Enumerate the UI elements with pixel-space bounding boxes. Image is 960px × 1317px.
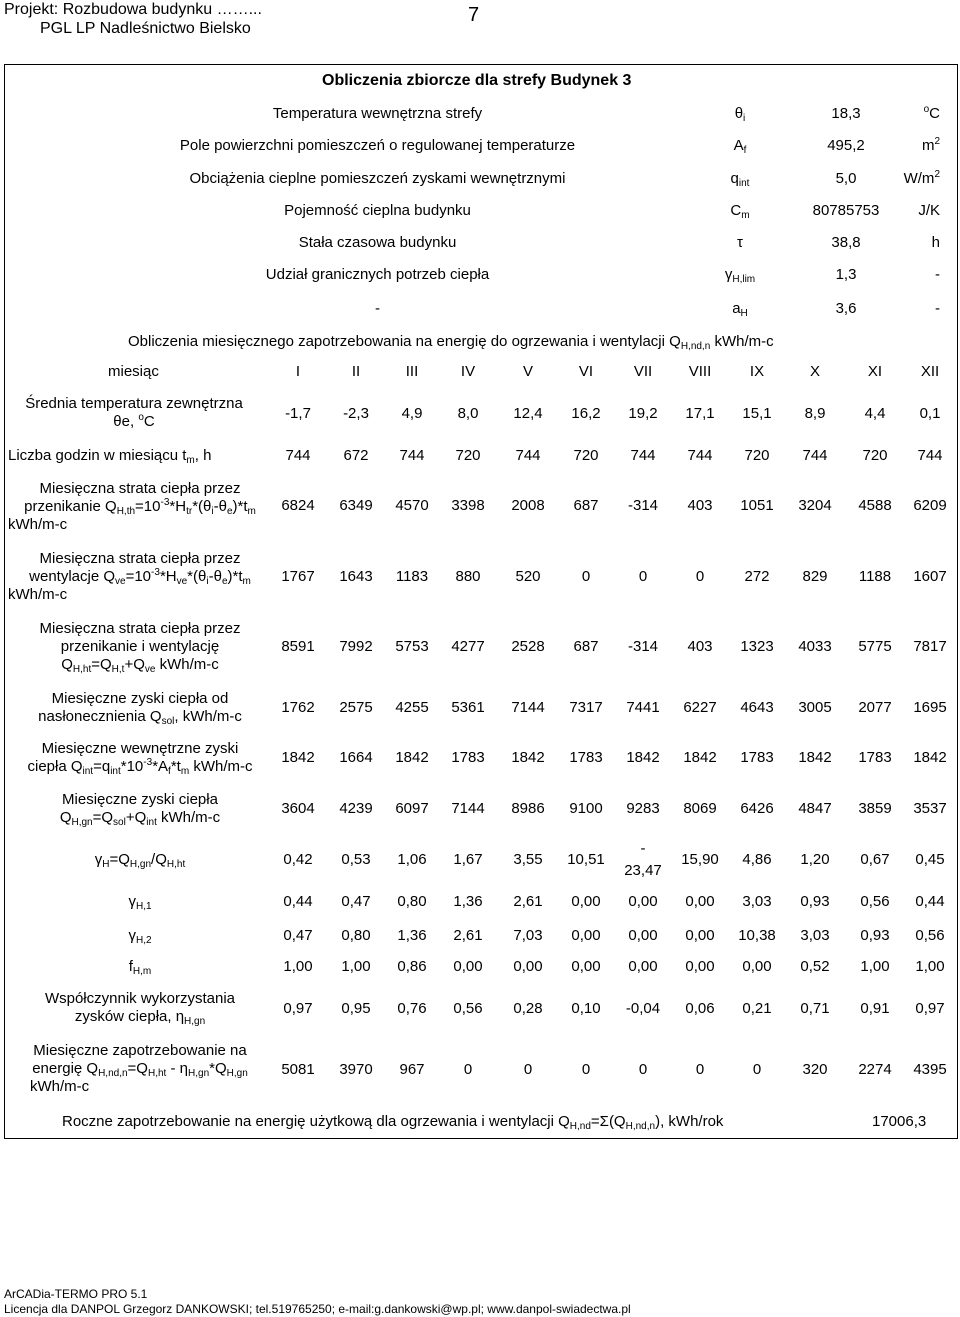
value-cell: 4588 <box>858 497 892 514</box>
symbol-sub: i <box>743 113 746 124</box>
value-cell: 687 <box>573 497 599 514</box>
value-cell: 0 <box>523 1061 533 1078</box>
value-cell: 0,00 <box>628 927 658 944</box>
value-cell: 744 <box>802 447 828 464</box>
annual-label: Roczne zapotrzebowanie na energię użytkową dla ogrzewania i wentylacji $Q_{H,nd}=\Sigma(Q_{H,nd,n})$, kWh/rok <box>62 1113 724 1132</box>
value-cell: 7144 <box>451 800 485 817</box>
value-cell: 8,9 <box>804 405 826 422</box>
value-cell: 7992 <box>339 638 373 655</box>
value-cell: 0,86 <box>397 958 427 975</box>
month-header-cell: V <box>522 363 533 380</box>
symbol-main: γ <box>724 266 733 283</box>
value-cell: 744 <box>515 447 541 464</box>
unit-sup: o <box>923 104 930 115</box>
investor-name: PGL LP Nadleśnictwo Bielsko <box>40 20 251 37</box>
value-cell: 0,00 <box>571 927 601 944</box>
value-cell: 0 <box>463 1061 473 1078</box>
value-cell: 0,52 <box>800 958 830 975</box>
value-cell: 5775 <box>858 638 892 655</box>
value-cell: 0 <box>638 1061 648 1078</box>
symbol-sub: int <box>738 178 750 189</box>
summary-symbol <box>700 234 780 252</box>
summary-unit <box>880 170 940 188</box>
value-cell: 1,36 <box>453 893 483 910</box>
value-cell: 0,42 <box>283 851 313 868</box>
symbol-main: τ <box>737 234 743 251</box>
value-cell: 4239 <box>339 800 373 817</box>
value-cell: 0,71 <box>800 1000 830 1017</box>
value-cell: 6209 <box>913 497 947 514</box>
value-cell: 15,1 <box>742 405 772 422</box>
value-cell: 0,67 <box>860 851 890 868</box>
unit-main: - <box>935 266 940 283</box>
value-cell: 0,56 <box>915 927 945 944</box>
value-cell: 0 <box>638 568 648 585</box>
unit-sup: 2 <box>934 136 940 147</box>
page-header <box>4 0 262 38</box>
value-cell: 17,1 <box>685 405 715 422</box>
label-gamma-h1: $\gamma_{H,1}$ <box>128 893 152 912</box>
summary-unit <box>880 202 940 220</box>
unit-main: m <box>921 137 935 154</box>
value-cell: 0,56 <box>453 1000 483 1017</box>
value-cell: 1842 <box>683 749 717 766</box>
value-cell: 320 <box>802 1061 828 1078</box>
value-cell: 0,28 <box>513 1000 543 1017</box>
value-cell: 687 <box>573 638 599 655</box>
label-gain-loss-ratio: $\gamma_H=Q_{H,gn}/Q_{H,ht}$ <box>94 851 186 870</box>
month-header-cell: III <box>405 363 419 380</box>
label-hours: Liczba godzin w miesiącu $t_m$, h <box>8 447 212 466</box>
value-cell: 4255 <box>395 699 429 716</box>
label-gamma-h2: $\gamma_{H,2}$ <box>128 927 152 946</box>
value-cell: -314 <box>627 638 659 655</box>
value-cell: 1842 <box>395 749 429 766</box>
month-header-cell: II <box>351 363 361 380</box>
value-cell: 6097 <box>395 800 429 817</box>
value-cell: 15,90 <box>681 851 719 868</box>
page-number: 7 <box>468 4 480 26</box>
summary-value: 3,6 <box>835 300 857 317</box>
value-cell: 4277 <box>451 638 485 655</box>
value-cell: 1,00 <box>283 958 313 975</box>
summary-label: Obciążenia cieplne pomieszczeń zyskami wewnętrznymi <box>189 170 566 187</box>
symbol-main: q <box>730 170 739 187</box>
value-cell: 3005 <box>798 699 832 716</box>
value-cell: -1,7 <box>285 405 311 422</box>
label-f-hm: $f_{H,m}$ <box>128 958 152 977</box>
value-cell: 2,61 <box>513 893 543 910</box>
value-cell: 520 <box>515 568 541 585</box>
symbol-main: C <box>730 202 742 219</box>
value-cell: 6349 <box>339 497 373 514</box>
label-solar-gains: Miesięczne zyski ciepła od nasłonecznienia $Q_{sol}$, kWh/m-c <box>38 690 242 727</box>
summary-title: Obliczenia zbiorcze dla strefy Budynek 3 <box>322 72 632 89</box>
value-cell: 8986 <box>511 800 545 817</box>
value-cell: 3,03 <box>800 927 830 944</box>
value-cell: 0,47 <box>283 927 313 944</box>
unit-main: J/K <box>918 202 940 219</box>
value-cell: 3970 <box>339 1061 373 1078</box>
summary-unit <box>880 234 940 252</box>
value-cell: 967 <box>399 1061 425 1078</box>
value-cell: 1783 <box>740 749 774 766</box>
value-cell: 7,03 <box>513 927 543 944</box>
value-cell: 2008 <box>511 497 545 514</box>
value-cell: 720 <box>455 447 481 464</box>
value-cell: 720 <box>573 447 599 464</box>
value-cell: 0 <box>695 1061 705 1078</box>
summary-unit <box>880 137 940 155</box>
value-cell: 1188 <box>858 568 892 585</box>
value-cell: 1607 <box>913 568 947 585</box>
summary-value: 80785753 <box>812 202 880 219</box>
summary-label: Stała czasowa budynku <box>298 234 457 251</box>
label-total-gains: Miesięczne zyski ciepła $Q_{H,gn}=Q_{sol}+Q_{int}$ kWh/m-c <box>59 791 221 828</box>
month-header-cell: IX <box>749 363 765 380</box>
label-outdoor-temp: Średnia temperatura zewnętrzna θe, $^o$C <box>25 395 243 430</box>
value-cell: 8,0 <box>457 405 479 422</box>
value-cell: 6426 <box>740 800 774 817</box>
label-utilisation-factor: Współczynnik wykorzystania zysków ciepła, $\eta_{H,gn}$ <box>44 990 236 1027</box>
summary-symbol <box>700 170 780 188</box>
value-cell: 1842 <box>626 749 660 766</box>
value-cell: 0,93 <box>860 927 890 944</box>
value-cell: 0,80 <box>341 927 371 944</box>
value-cell: 3204 <box>798 497 832 514</box>
value-cell: 2575 <box>339 699 373 716</box>
value-cell: 1,00 <box>915 958 945 975</box>
value-cell: 0,80 <box>397 893 427 910</box>
summary-label: - <box>375 300 380 317</box>
value-cell: 5361 <box>451 699 485 716</box>
summary-label: Pole powierzchni pomieszczeń o regulowanej temperaturze <box>179 137 576 154</box>
symbol-sub: H,lim <box>732 274 756 285</box>
value-cell: 4643 <box>740 699 774 716</box>
value-cell: 9100 <box>569 800 603 817</box>
value-cell: 1762 <box>281 699 315 716</box>
value-cell: 0,47 <box>341 893 371 910</box>
label-monthly-demand: Miesięczne zapotrzebowanie na energię $Q_{H,nd,n}=Q_{H,ht} - \eta_{H,gn}*Q_{H,gn}$ kWh/m-c <box>30 1042 248 1095</box>
value-cell: 0,00 <box>685 958 715 975</box>
value-cell: 0,06 <box>685 1000 715 1017</box>
summary-symbol <box>700 300 780 318</box>
summary-value: 5,0 <box>835 170 857 187</box>
value-cell: 19,2 <box>628 405 658 422</box>
month-label: miesiąc <box>108 363 159 380</box>
summary-symbol <box>700 137 780 155</box>
summary-value: 1,3 <box>835 266 857 283</box>
value-cell: 0,44 <box>283 893 313 910</box>
value-cell: -2,3 <box>343 405 369 422</box>
summary-unit <box>880 105 940 123</box>
value-cell: 1767 <box>281 568 315 585</box>
value-cell: 1323 <box>740 638 774 655</box>
value-cell: 0 <box>581 568 591 585</box>
value-cell: 1,00 <box>341 958 371 975</box>
value-cell: 1643 <box>339 568 373 585</box>
value-cell: 2528 <box>511 638 545 655</box>
value-cell: 744 <box>399 447 425 464</box>
value-cell: 1183 <box>395 568 429 585</box>
value-cell: 720 <box>744 447 770 464</box>
value-cell: 672 <box>343 447 369 464</box>
month-header-cell: VII <box>633 363 653 380</box>
value-cell: 0,10 <box>571 1000 601 1017</box>
value-cell: 8591 <box>281 638 315 655</box>
summary-value: 38,8 <box>831 234 861 251</box>
monthly-title: Obliczenia miesięcznego zapotrzebowania na energię do ogrzewania i wentylacji $Q_{H,nd,n}$ kWh/m-c <box>128 333 774 352</box>
value-cell: 1051 <box>740 497 774 514</box>
value-cell: 1842 <box>913 749 947 766</box>
value-cell: 403 <box>687 638 713 655</box>
value-cell: 7817 <box>913 638 947 655</box>
value-cell: 403 <box>687 497 713 514</box>
value-cell: 3,55 <box>513 851 543 868</box>
value-cell: 0,56 <box>860 893 890 910</box>
summary-unit <box>880 266 940 284</box>
value-cell: 0 <box>695 568 705 585</box>
value-cell: 1842 <box>511 749 545 766</box>
label-total-loss: Miesięczna strata ciepła przez przenikanie i wentylację $Q_{H,ht}=Q_{H,t}+Q_{ve}$ kWh/m-c <box>39 620 241 675</box>
summary-label: Pojemność cieplna budynku <box>284 202 471 219</box>
summary-unit <box>880 300 940 318</box>
value-cell: 3604 <box>281 800 315 817</box>
summary-symbol <box>700 266 780 284</box>
unit-main: h <box>931 234 940 251</box>
value-cell: 10,51 <box>567 851 605 868</box>
value-cell: 0,1 <box>919 405 941 422</box>
value-cell: 8069 <box>683 800 717 817</box>
value-cell: -0,04 <box>625 1000 661 1017</box>
value-cell: 2,61 <box>453 927 483 944</box>
value-cell: 720 <box>862 447 888 464</box>
value-cell: 744 <box>285 447 311 464</box>
value-cell: 3398 <box>451 497 485 514</box>
license-info: Licencja dla DANPOL Grzegorz DANKOWSKI; tel.519765250; e-mail:g.dankowski@wp.pl; www.danpol-swiadectwa.pl <box>4 1302 631 1316</box>
unit-sup: 2 <box>934 169 940 180</box>
symbol-main: A <box>733 137 744 154</box>
value-cell: 3,03 <box>742 893 772 910</box>
month-header-cell: VI <box>578 363 594 380</box>
value-cell: 6227 <box>683 699 717 716</box>
summary-label: Temperatura wewnętrzna strefy <box>272 105 483 122</box>
value-cell: 16,2 <box>571 405 601 422</box>
value-cell: 0,00 <box>513 958 543 975</box>
value-cell: 0 <box>752 1061 762 1078</box>
value-cell: 1,00 <box>860 958 890 975</box>
software-name: ArCADia-TERMO PRO 5.1 <box>4 1287 148 1301</box>
value-cell: 880 <box>455 568 481 585</box>
value-cell: 0,00 <box>685 893 715 910</box>
value-cell: 0,53 <box>341 851 371 868</box>
summary-symbol <box>700 105 780 123</box>
symbol-sub: m <box>741 210 750 221</box>
value-cell: 12,4 <box>513 405 543 422</box>
value-cell: 1783 <box>569 749 603 766</box>
value-cell: 7317 <box>569 699 603 716</box>
value-cell: 6824 <box>281 497 315 514</box>
summary-symbol <box>700 202 780 220</box>
value-cell: 0,00 <box>742 958 772 975</box>
value-cell: 0,76 <box>397 1000 427 1017</box>
month-header-cell: X <box>809 363 820 380</box>
month-header-cell: VIII <box>688 363 712 380</box>
label-ventilation-loss: Miesięczna strata ciepła przez wentylacje $Q_{ve}=10^{-3}*H_{ve}*(\theta_i-\theta_e)*t_m$ kWh/m-c <box>8 550 251 603</box>
value-cell: 0,00 <box>453 958 483 975</box>
value-cell: 7441 <box>626 699 660 716</box>
month-header-cell: IV <box>460 363 476 380</box>
value-cell: 3859 <box>858 800 892 817</box>
value-cell: 5081 <box>281 1061 315 1078</box>
value-cell: 4395 <box>913 1061 947 1078</box>
month-header-cell: I <box>295 363 301 380</box>
label-transmission-loss: Miesięczna strata ciepła przez przenikanie $Q_{H,th}=10^{-3}*H_{tr}*(\theta_i-\theta_e)*t_m$ kWh/m-c <box>8 480 256 533</box>
value-cell: 1695 <box>913 699 947 716</box>
value-cell: 1,06 <box>397 851 427 868</box>
value-cell: 2077 <box>858 699 892 716</box>
value-cell: 0,00 <box>628 893 658 910</box>
month-header-cell: XII <box>920 363 940 380</box>
value-cell: 0,95 <box>341 1000 371 1017</box>
value-cell: 1842 <box>281 749 315 766</box>
unit-main: - <box>935 300 940 317</box>
value-cell: 744 <box>917 447 943 464</box>
value-cell: 829 <box>802 568 828 585</box>
value-cell: 4847 <box>798 800 832 817</box>
value-cell: 4033 <box>798 638 832 655</box>
unit-main: W/m <box>903 170 935 187</box>
value-cell: 4,9 <box>401 405 423 422</box>
month-header-cell: XI <box>867 363 883 380</box>
summary-value: 18,3 <box>831 105 861 122</box>
value-cell: 0,00 <box>628 958 658 975</box>
value-cell: 0,00 <box>685 927 715 944</box>
value-cell: 0,21 <box>742 1000 772 1017</box>
value-cell: 0,00 <box>571 958 601 975</box>
project-title: Projekt: Rozbudowa budynku ……... <box>4 1 262 18</box>
value-cell: 0,91 <box>860 1000 890 1017</box>
value-cell: 1664 <box>339 749 373 766</box>
symbol-main: θ <box>734 105 744 122</box>
value-cell: 0,45 <box>915 851 945 868</box>
symbol-sub: f <box>743 145 747 156</box>
value-cell: 9283 <box>626 800 660 817</box>
label-internal-gains: Miesięczne wewnętrzne zyski ciepła $Q_{int}=q_{int}*10^{-3}*A_f*t_m$ kWh/m-c <box>27 740 253 777</box>
value-cell: 0,93 <box>800 893 830 910</box>
unit-main: C <box>929 105 940 122</box>
value-cell: 0,00 <box>571 893 601 910</box>
value-cell: 3537 <box>913 800 947 817</box>
value-cell: 7144 <box>511 699 545 716</box>
value-cell: 272 <box>744 568 770 585</box>
summary-label: Udział granicznych potrzeb ciepła <box>265 266 490 283</box>
annual-value: 17006,3 <box>872 1113 927 1130</box>
summary-value: 495,2 <box>827 137 865 154</box>
value-cell: 1,67 <box>453 851 483 868</box>
value-cell: 5753 <box>395 638 429 655</box>
value-cell: 0,44 <box>915 893 945 910</box>
value-cell: 10,38 <box>738 927 776 944</box>
value-cell: 1842 <box>798 749 832 766</box>
value-cell: 0 <box>581 1061 591 1078</box>
value-cell: - 23,47 <box>624 840 662 879</box>
value-cell: 4,86 <box>742 851 772 868</box>
value-cell: 0,97 <box>915 1000 945 1017</box>
value-cell: 1783 <box>451 749 485 766</box>
value-cell: 4,4 <box>864 405 886 422</box>
value-cell: 0,97 <box>283 1000 313 1017</box>
value-cell: 4570 <box>395 497 429 514</box>
value-cell: 1,36 <box>397 927 427 944</box>
value-cell: 1783 <box>858 749 892 766</box>
value-cell: 1,20 <box>800 851 830 868</box>
value-cell: 2274 <box>858 1061 892 1078</box>
symbol-sub: H <box>740 308 748 319</box>
symbol-main: a <box>732 300 741 317</box>
value-cell: 744 <box>687 447 713 464</box>
value-cell: -314 <box>627 497 659 514</box>
value-cell: 744 <box>630 447 656 464</box>
